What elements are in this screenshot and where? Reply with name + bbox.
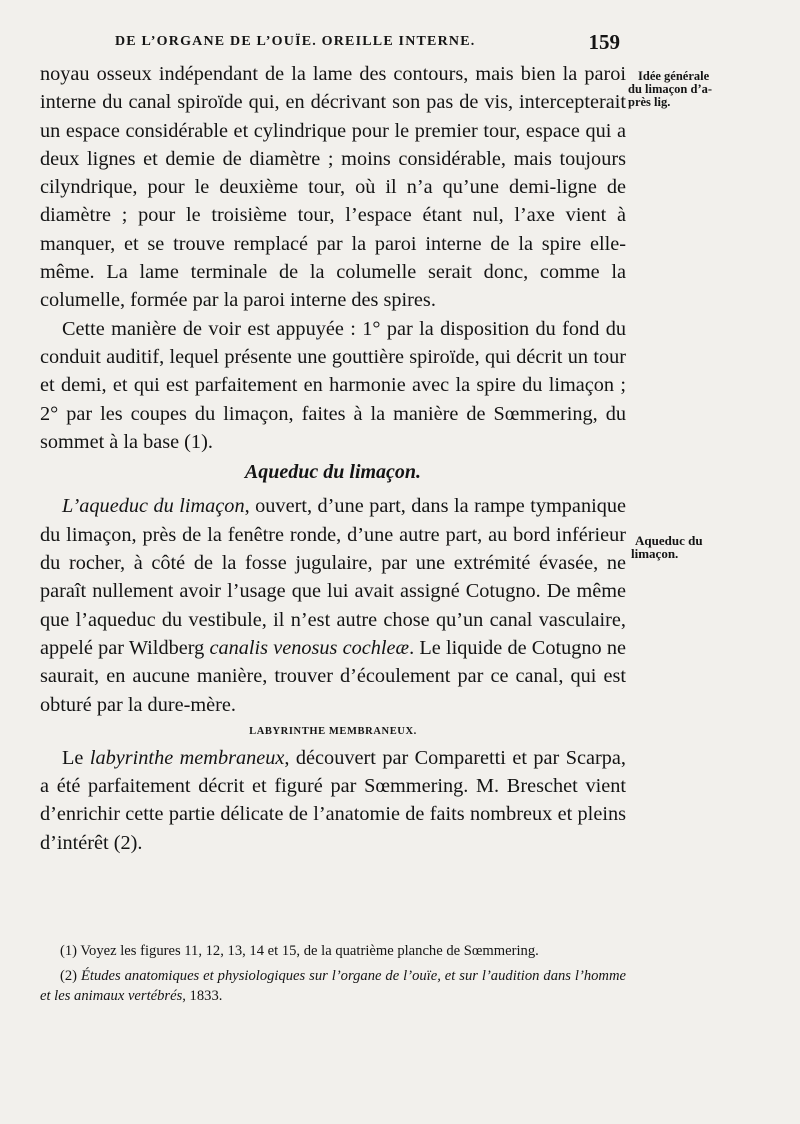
section-title-aqueduc: Aqueduc du limaçon.	[244, 461, 422, 484]
footnote-2-number: (2)	[60, 967, 81, 984]
labyrinthe-lead: Le	[62, 746, 90, 769]
paragraph-argument: Cette manière de voir est appuyée : 1° par la disposition du fond du conduit auditif, lequel présente une gouttière spiroïde, qui décrit un tour et demi, et qui est parfaitement en harmonie avec la spire du limaçon ; 2° par les coupes du limaçon, faites à la manière de Sœmmering, du sommet à la base (1).	[40, 317, 626, 453]
paragraph-labyrinthe	[40, 744, 626, 857]
aqueduc-text-a: , ouvert, d’une part, dans la rampe tympanique du limaçon, près de la fenêtre ronde, d’une autre part, au bord inférieur du rocher, à côté de la fosse jugulaire, par une extrémité évasée, ne paraît nullement avoir l’usage que lui avait assigné Cotugno. De même que l’aqueduc du vestibule, il n’est autre chose qu’un canal vasculaire, appelé par Wildberg	[40, 495, 626, 659]
subsection-title-labyrinthe: LABYRINTHE MEMBRANEUX.	[249, 725, 417, 737]
running-title: DE L’ORGANE DE L’OUÏE. OREILLE INTERNE.	[115, 34, 476, 49]
footnote-2-year: , 1833.	[182, 988, 223, 1004]
margin-note-line: limaçon.	[631, 546, 679, 561]
margin-note-line: Aqueduc du	[635, 533, 703, 548]
paragraph-aqueduc	[40, 492, 626, 718]
labyrinthe-text: , découvert par Comparetti et par Scarpa, a été parfaitement décrit et figuré par Sœmmering. M. Breschet vient d’enrichir cette partie délicate de l’anatomie de faits nombreux et pleins d’intérêt (2).	[40, 746, 627, 854]
margin-note-aqueduc	[631, 534, 743, 560]
footnote-2	[40, 966, 626, 1007]
paragraph-columelle: noyau osseux indépendant de la lame des contours, mais bien la paroi interne du canal spiroïde qui, en décrivant son pas de vis, intercepterait un espace considérable et cylindrique pour le premier tour, espace qui a deux lignes et demie de diamètre ; moins considérable, mais toujours cilyndrique, pour le deuxième tour, où il n’a qu’une demi-ligne de diamètre ; pour le troisième tour, l’espace étant nul, l’axe vient à manquer, et se trouve remplacé par la paroi interne de la spire elle-même. La lame terminale de la columelle serait donc, comme la columelle, formée par la paroi interne des spires.	[40, 63, 626, 312]
latin-term: canalis venosus cochleæ	[209, 636, 410, 659]
margin-note-idee-generale	[628, 70, 768, 109]
term-aqueduc: L’aqueduc du limaçon	[62, 495, 245, 518]
margin-note-line: près lig.	[628, 95, 671, 109]
page-number: 159	[588, 30, 620, 54]
margin-note-line: Idée générale	[638, 69, 710, 83]
term-labyrinthe: labyrinthe membraneux	[89, 746, 285, 769]
footnote-1: (1) Voyez les figures 11, 12, 13, 14 et 15, de la quatrième planche de Sœmmering.	[60, 943, 539, 959]
footnotes	[40, 941, 626, 1011]
footnote-2-title: Études anatomiques et physiologiques sur l’organe de l’ouïe, et sur l’audition dans l’homme et les animaux vertébrés	[40, 967, 626, 1004]
margin-note-line: du limaçon d’a-	[628, 82, 713, 96]
aqueduc-text-b: . Le liquide de Cotugno ne saurait, en aucune manière, trouver d’écoulement par ce canal, qui est obturé par la dure-mère.	[40, 636, 627, 716]
main-text-column	[40, 60, 626, 857]
